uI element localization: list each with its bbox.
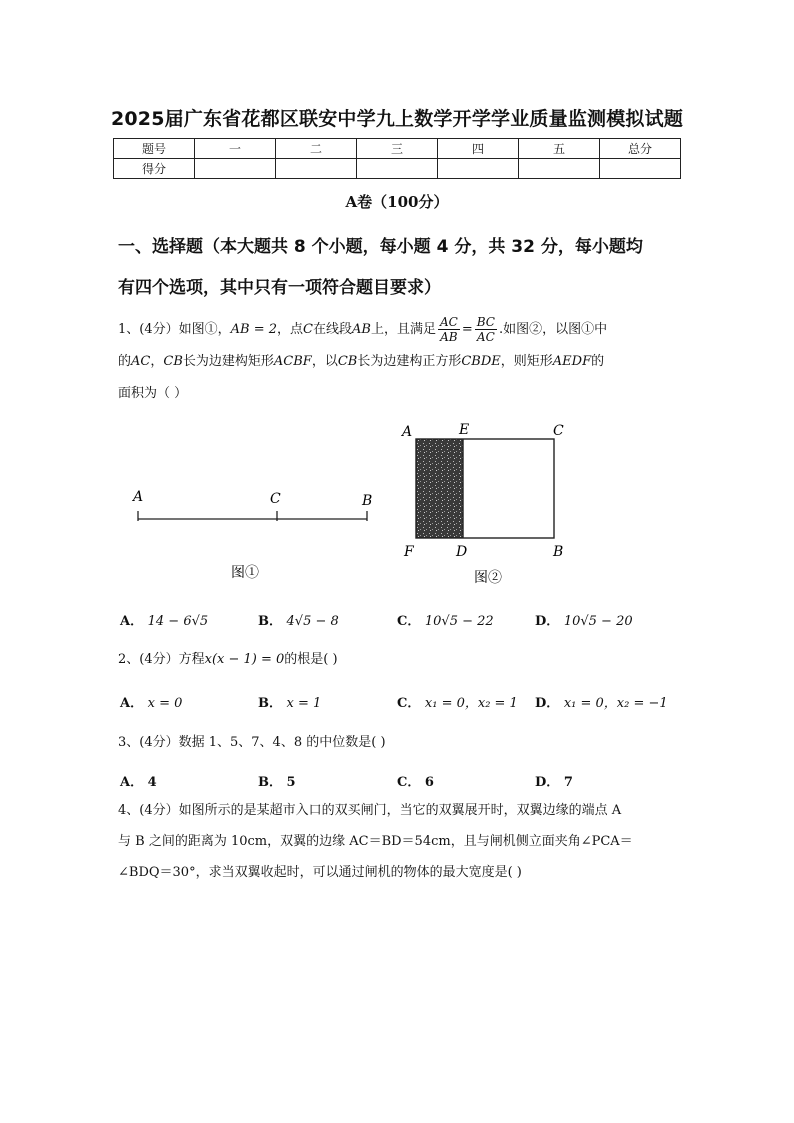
q1-equals: = [461,322,473,337]
label-f: F [404,544,414,560]
q2-equation: x(x − 1) = 0 [204,652,285,667]
q1-math: AEDF [552,354,592,369]
q1-text: 在线段 [312,322,352,337]
q1-option-a[interactable] [120,610,208,629]
q4-line1: 4、(4分）如图所示的是某超市入口的双买闸门，当它的双翼展开时，双翼边缘的端点 A [118,803,622,818]
q1-eq-ab: AB = 2 [230,322,277,337]
q1-text: 上，且满足 [370,322,436,337]
q1-fraction-ac-ab [438,315,460,344]
fraction-denominator: AB [440,330,458,344]
q1-math: CB [337,354,358,369]
option-label: C． [397,614,421,629]
q1-line3: 面积为（ ） [118,386,188,401]
q3-stem: 3、(4分）数据 1、5、7、4、8 的中位数是( ) [118,735,386,750]
option-value: 7 [563,775,573,790]
q1-text: ，点 [277,322,304,337]
option-label: A． [120,775,144,790]
q3-option-c[interactable] [397,771,434,790]
label-b: B [553,544,564,560]
score-header-cell: 二 [276,139,357,159]
q4-line3: ∠BDQ＝30°，求当双翼收起时，可以通过闸机的物体的最大宽度是( ) [118,865,522,880]
q1-line2 [118,351,684,373]
q1-segment-ab: AB [351,322,371,337]
score-header-cell: 一 [195,139,276,159]
score-cell[interactable] [600,159,681,179]
score-header-cell: 四 [438,139,519,159]
option-label: A． [120,696,144,711]
label-b: B [362,493,373,509]
q1-math: CB [163,354,183,369]
option-value: x₁ = 0，x₂ = 1 [424,696,518,711]
option-label: C． [397,775,421,790]
fraction-denominator: AC [476,330,495,344]
option-label: D． [535,696,560,711]
score-header-cell: 三 [357,139,438,159]
option-value: x₁ = 0，x₂ = −1 [563,696,668,711]
figure-2-rectangle [398,418,578,590]
fraction-numerator: BC [476,315,495,329]
shaded-rectangle-aedf [416,439,463,538]
q1-math: AC [131,354,151,369]
q3-option-a[interactable] [120,771,157,790]
q2-option-d[interactable] [535,692,668,711]
score-cell[interactable] [438,159,519,179]
q1-text: 1、(4分）如图①， [118,322,231,337]
q1-text: 长为边建构矩形 [182,354,274,369]
label-c: C [270,491,281,507]
q3-option-b[interactable] [258,771,296,790]
label-e: E [459,422,470,438]
option-label: C． [397,696,421,711]
option-label: D． [535,775,560,790]
q1-text: .如图②，以图①中 [498,322,608,337]
option-value: 10√5 − 22 [424,614,494,629]
q1-option-b[interactable] [258,610,339,629]
label-c: C [553,423,564,439]
option-value: 10√5 − 20 [563,614,633,629]
q2-option-b[interactable] [258,692,321,711]
q1-math: ACBF [273,354,312,369]
q2-option-c[interactable] [397,692,518,711]
q4-line2: 与 B 之间的距离为 10cm，双翼的边缘 AC＝BD＝54cm，且与闸机侧立面夹角∠PCA＝ [118,834,633,849]
option-value: 14 − 6√5 [147,614,209,629]
label-a: A [402,424,413,440]
option-value: 4 [147,775,157,790]
q1-text: 的 [591,354,605,369]
score-cell[interactable] [357,159,438,179]
q1-text: ，以 [311,354,338,369]
score-cell[interactable] [276,159,357,179]
q2-text: 2、(4分）方程 [118,652,205,667]
score-row-label: 得分 [114,159,195,179]
q3-option-d[interactable] [535,771,573,790]
q1-text: ， [150,354,164,369]
q2-option-a[interactable] [120,692,182,711]
option-label: B． [258,696,282,711]
option-value: x = 0 [147,696,183,711]
q1-text: 的 [118,354,132,369]
q1-option-d[interactable] [535,610,633,629]
option-value: x = 1 [286,696,322,711]
figure-1-segment [125,485,385,585]
score-header-cell: 题号 [114,139,195,159]
option-value: 4√5 − 8 [286,614,339,629]
figure-2-caption: 图② [474,570,502,586]
q1-text: ，则矩形 [500,354,553,369]
section1-heading-line1: 一、选择题（本大题共 8 个小题，每小题 4 分，共 32 分，每小题均 [118,237,643,257]
page-title: 2025届广东省花都区联安中学九上数学开学学业质量监测模拟试题 [110,108,684,130]
option-label: B． [258,775,282,790]
section-a-heading: A卷（100分） [345,193,449,211]
q1-fraction-bc-ac [475,315,497,344]
option-value: 6 [424,775,434,790]
score-header-cell: 五 [519,139,600,159]
score-table-header-row [114,139,681,159]
q1-math: CBDE [461,354,501,369]
score-table [113,138,681,179]
q1-option-c[interactable] [397,610,494,629]
option-label: D． [535,614,560,629]
option-value: 5 [286,775,296,790]
q2-stem [118,649,684,671]
q1-line1 [118,315,684,344]
option-label: B． [258,614,282,629]
figure-1-caption: 图① [231,565,259,581]
q2-text: 的根是( ) [284,652,338,667]
option-label: A． [120,614,144,629]
fraction-numerator: AC [439,315,458,329]
q1-point-c: C [303,322,313,337]
score-table-score-row [114,159,681,179]
score-cell[interactable] [195,159,276,179]
label-a: A [133,489,144,505]
label-d: D [456,544,468,560]
score-header-cell: 总分 [600,139,681,159]
section1-heading-line2: 有四个选项，其中只有一项符合题目要求） [118,278,441,298]
q1-text: 长为边建构正方形 [357,354,462,369]
score-cell[interactable] [519,159,600,179]
